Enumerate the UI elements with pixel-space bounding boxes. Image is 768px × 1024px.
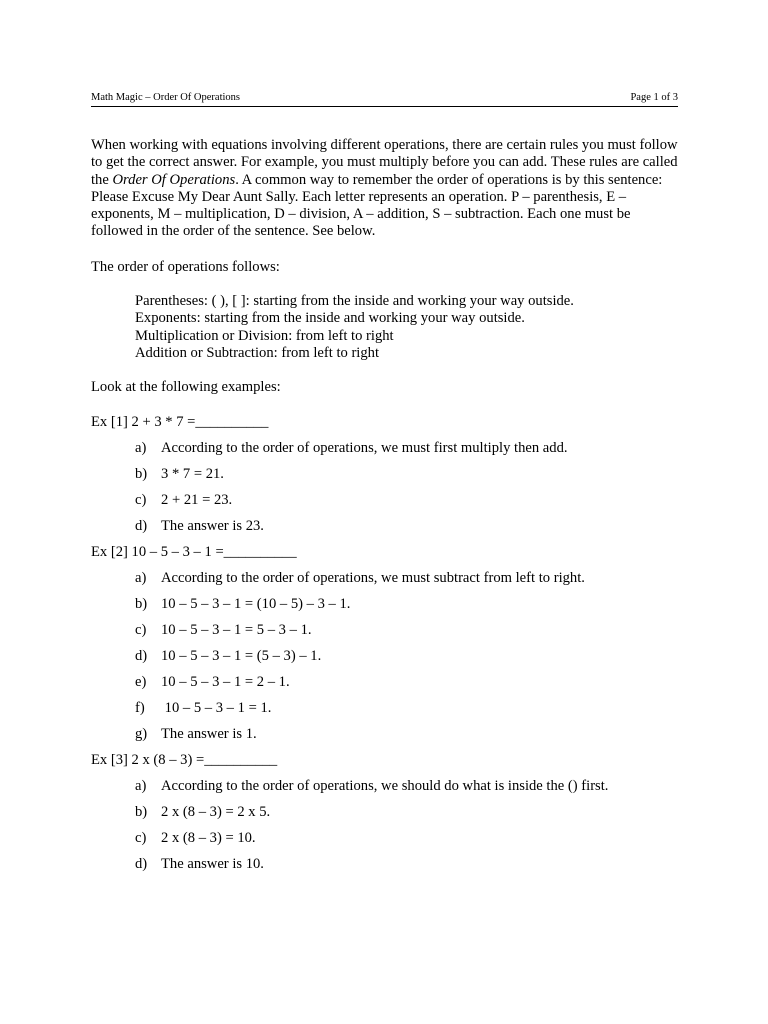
step-letter: g) (135, 726, 148, 742)
intro-text-1: When working with equations involving different operations, there are certain rules you must follow to get the correct answer. For example, you must multiply before you can add. These rules are called the (91, 137, 678, 188)
step-text: The answer is 23. (161, 518, 264, 534)
step-text: 3 * 7 = 21. (161, 466, 224, 482)
step-text: 10 – 5 – 3 – 1 = 2 – 1. (161, 674, 290, 690)
step-letter: f) (135, 700, 145, 716)
step-text: 2 x (8 – 3) = 10. (161, 830, 256, 846)
example-step (135, 856, 264, 873)
step-text: The answer is 1. (161, 726, 257, 742)
rule-item: Exponents: starting from the inside and working your way outside. (135, 310, 525, 327)
step-text: 10 – 5 – 3 – 1 = 5 – 3 – 1. (161, 622, 312, 638)
step-text: According to the order of operations, we should do what is inside the () first. (161, 778, 609, 794)
step-letter: c) (135, 830, 147, 846)
example-step (135, 830, 256, 847)
step-text: 10 – 5 – 3 – 1 = (5 – 3) – 1. (161, 648, 322, 664)
example-step (135, 778, 608, 795)
rule-item: Parentheses: ( ), [ ]: starting from the inside and working your way outside. (135, 293, 574, 309)
intro-paragraph (91, 137, 683, 241)
example-step (135, 596, 350, 613)
step-text: 10 – 5 – 3 – 1 = 1. (161, 700, 272, 716)
example-step (135, 804, 270, 821)
example-step (135, 518, 264, 535)
example-3-label: Ex [3] 2 x (8 – 3) =__________ (91, 752, 278, 768)
step-letter: c) (135, 622, 147, 638)
example-step (135, 674, 290, 691)
step-letter: e) (135, 674, 147, 690)
step-text: 2 + 21 = 23. (161, 492, 233, 508)
step-letter: d) (135, 518, 148, 534)
step-letter: c) (135, 492, 147, 508)
rule-item: Multiplication or Division: from left to right (135, 327, 394, 344)
example-step (135, 700, 271, 717)
step-letter: a) (135, 570, 147, 586)
page-header (91, 92, 678, 107)
step-text: The answer is 10. (161, 856, 264, 872)
header-title: Math Magic – Order Of Operations (91, 92, 240, 103)
example-step (135, 622, 312, 639)
example-2-label: Ex [2] 10 – 5 – 3 – 1 =__________ (91, 544, 297, 560)
step-letter: a) (135, 440, 147, 456)
intro-italic-term: Order Of Operations (112, 171, 236, 188)
step-letter: d) (135, 856, 148, 872)
step-text: According to the order of operations, we must subtract from left to right. (161, 570, 585, 586)
step-text: 2 x (8 – 3) = 2 x 5. (161, 804, 271, 820)
step-text: According to the order of operations, we must first multiply then add. (161, 440, 568, 456)
examples-intro: Look at the following examples: (91, 379, 281, 395)
step-letter: d) (135, 648, 148, 664)
example-step (135, 440, 568, 457)
example-step (135, 570, 585, 587)
example-step (135, 466, 224, 483)
step-letter: b) (135, 466, 148, 482)
example-step (135, 492, 232, 509)
order-heading: The order of operations follows: (91, 259, 280, 275)
intro-text-2: . A common way to remember the order of operations is by this sentence: Please Excuse My Dear Aunt Sally. Each letter represents an operation. P – parenthesis, E – exponents, M – multiplication, D – division, A – addition, S – subtraction. Each one must be followed in the order of the sentence. See below. (91, 171, 663, 240)
step-letter: a) (135, 778, 147, 794)
step-letter: b) (135, 596, 148, 612)
header-page-number: Page 1 of 3 (630, 92, 678, 103)
step-letter: b) (135, 804, 148, 820)
example-step (135, 648, 321, 665)
rule-item: Addition or Subtraction: from left to right (135, 344, 380, 361)
example-1-label: Ex [1] 2 + 3 * 7 =__________ (91, 414, 269, 430)
rules-list (135, 293, 574, 362)
step-text: 10 – 5 – 3 – 1 = (10 – 5) – 3 – 1. (161, 596, 351, 612)
example-step (135, 726, 257, 743)
